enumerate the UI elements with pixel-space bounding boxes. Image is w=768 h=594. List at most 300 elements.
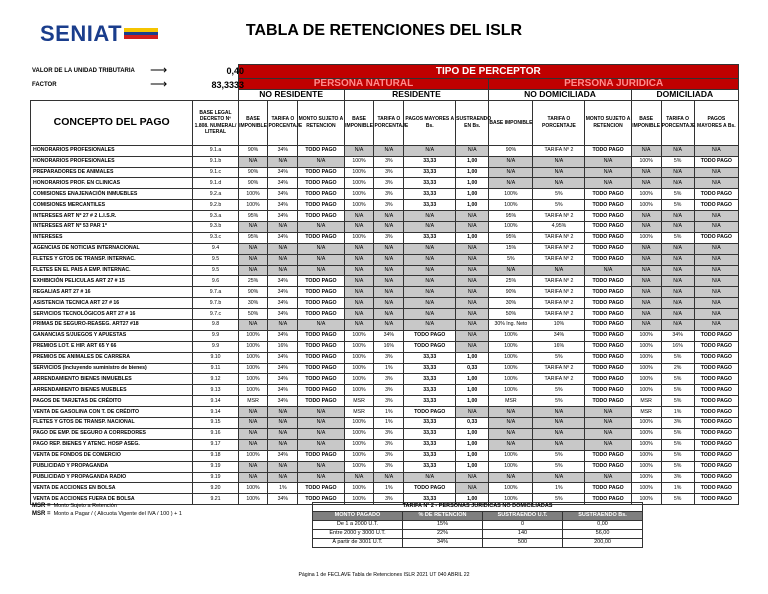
table-cell: TODO PAGO — [298, 483, 344, 494]
table-row — [31, 461, 739, 472]
table-cell: N/A — [238, 254, 268, 265]
table-cell: N/A — [268, 320, 298, 331]
table-cell: 100% — [631, 352, 661, 363]
table-cell: 100% — [489, 341, 533, 352]
table-cell: N/A — [585, 472, 631, 483]
table-cell: TODO PAGO — [585, 374, 631, 385]
concepto-cell: HONORARIOS PROFESIONALES — [31, 145, 193, 156]
table-row — [31, 211, 739, 222]
table-cell: 9.5 — [193, 265, 238, 276]
tarifa-column-header: % DE RETENCION — [403, 512, 483, 521]
table-cell: TODO PAGO — [694, 363, 738, 374]
table-row — [31, 276, 739, 287]
table-cell: N/A — [344, 145, 374, 156]
concepto-cell: SERVICIOS (Incluyendo suministro de bienes) — [31, 363, 193, 374]
table-cell: 95% — [489, 232, 533, 243]
table-cell: TODO PAGO — [694, 189, 738, 200]
table-cell: N/A — [344, 287, 374, 298]
table-cell: 33,33 — [404, 374, 456, 385]
domiciliada-header: DOMICILIADA — [631, 89, 738, 100]
table-cell: 33,33 — [404, 428, 456, 439]
table-cell: 100% — [631, 200, 661, 211]
table-cell: 9.6 — [193, 276, 238, 287]
tarifa-column-header: SUSTRAENDO U.T. — [483, 512, 563, 521]
table-cell: TARIFA Nº 2 — [533, 243, 585, 254]
table-cell: 5% — [533, 461, 585, 472]
column-header: PAGOS MAYORES A Bs. — [694, 100, 738, 145]
table-cell: N/A — [661, 254, 694, 265]
table-cell: 34% — [268, 276, 298, 287]
table-cell: N/A — [631, 222, 661, 233]
table-cell: TODO PAGO — [298, 363, 344, 374]
table-cell: 100% — [489, 461, 533, 472]
table-cell: N/A — [661, 167, 694, 178]
column-header: BASE IMPONIBLE — [631, 100, 661, 145]
table-cell: 1% — [533, 483, 585, 494]
arrow-right-icon: ⟶ — [150, 63, 168, 77]
table-cell: TODO PAGO — [585, 494, 631, 505]
concepto-cell: PRIMAS DE SEGURO-REASEG. ART27 #18 — [31, 320, 193, 331]
table-cell: N/A — [694, 254, 738, 265]
parameter-value: 83,3333 — [211, 80, 244, 90]
table-cell: 33,33 — [404, 396, 456, 407]
table-cell: N/A — [344, 243, 374, 254]
table-cell: MSR — [238, 396, 268, 407]
table-cell: 9.9 — [193, 341, 238, 352]
table-cell: TODO PAGO — [694, 341, 738, 352]
base-legal-header: BASE LEGAL DECRETO Nº 1.808. NUMERAL/ LITERAL — [193, 100, 238, 145]
table-cell: 100% — [344, 418, 374, 429]
table-cell: N/A — [631, 309, 661, 320]
table-cell: TODO PAGO — [585, 309, 631, 320]
table-cell: N/A — [631, 243, 661, 254]
table-cell: MSR — [631, 396, 661, 407]
tarifa-cell: 200,00 — [563, 539, 643, 548]
table-cell: 3% — [374, 178, 404, 189]
table-cell: 100% — [489, 494, 533, 505]
table-cell: 0,33 — [456, 363, 489, 374]
table-cell: 1% — [661, 483, 694, 494]
table-cell: N/A — [374, 276, 404, 287]
table-cell: N/A — [298, 243, 344, 254]
table-cell: N/A — [456, 254, 489, 265]
table-cell: 1,00 — [456, 385, 489, 396]
table-cell: 9.7.c — [193, 309, 238, 320]
table-cell: N/A — [268, 472, 298, 483]
table-cell: 9.2.b — [193, 200, 238, 211]
table-cell: 9.15 — [193, 418, 238, 429]
table-cell: 16% — [374, 341, 404, 352]
table-cell: N/A — [585, 167, 631, 178]
concepto-cell: PREMIOS LOT. E HIP. ART 65 Y 66 — [31, 341, 193, 352]
table-row — [31, 309, 739, 320]
table-cell: N/A — [404, 265, 456, 276]
table-row — [31, 156, 739, 167]
table-cell: N/A — [238, 243, 268, 254]
table-cell: 5% — [533, 450, 585, 461]
table-cell: 3% — [374, 385, 404, 396]
table-cell: N/A — [374, 265, 404, 276]
table-cell: 100% — [489, 352, 533, 363]
no-domiciliada-header: NO DOMICILIADA — [489, 89, 631, 100]
table-cell: N/A — [298, 320, 344, 331]
table-cell: 1,00 — [456, 450, 489, 461]
table-cell: 34% — [268, 200, 298, 211]
table-cell: 9.8 — [193, 320, 238, 331]
table-cell: N/A — [694, 298, 738, 309]
table-cell: N/A — [456, 287, 489, 298]
table-row — [31, 352, 739, 363]
table-cell: 100% — [489, 450, 533, 461]
table-cell: N/A — [374, 298, 404, 309]
table-cell: 5% — [661, 396, 694, 407]
table-cell: 33,33 — [404, 461, 456, 472]
table-cell: N/A — [694, 167, 738, 178]
table-cell: 100% — [344, 189, 374, 200]
table-cell: N/A — [489, 472, 533, 483]
concepto-cell: PAGO DE EMP. DE SEGURO A CORREDORES — [31, 428, 193, 439]
concepto-cell: COMISIONES ENAJENACIÓN INMUEBLES — [31, 189, 193, 200]
table-cell: N/A — [298, 254, 344, 265]
table-cell: 95% — [238, 232, 268, 243]
tarifa-title: TARIFA Nº 2 - PERSONAS JURIDICAS NO DOMICILIADAS — [313, 503, 643, 512]
table-cell: 9.13 — [193, 385, 238, 396]
table-row — [31, 483, 739, 494]
table-cell: 9.16 — [193, 428, 238, 439]
table-row — [31, 298, 739, 309]
table-cell: N/A — [661, 320, 694, 331]
table-cell: TODO PAGO — [404, 407, 456, 418]
table-cell: 100% — [631, 439, 661, 450]
table-cell: N/A — [694, 222, 738, 233]
table-cell: 9.3.c — [193, 232, 238, 243]
table-row — [31, 167, 739, 178]
table-cell: 5% — [661, 450, 694, 461]
table-cell: 1% — [374, 483, 404, 494]
table-cell: 100% — [344, 363, 374, 374]
tarifa-row — [313, 539, 643, 548]
table-cell: N/A — [456, 472, 489, 483]
table-cell: N/A — [298, 439, 344, 450]
table-cell: 100% — [344, 178, 374, 189]
note-text: Monto a Pagar / ( Alicuota Vigente del IVA / 100 ) + 1 — [53, 511, 182, 517]
table-row — [31, 428, 739, 439]
table-cell: 9.7.a — [193, 287, 238, 298]
table-cell: N/A — [456, 320, 489, 331]
table-cell: N/A — [344, 298, 374, 309]
table-cell: 34% — [661, 330, 694, 341]
table-cell: 34% — [268, 189, 298, 200]
table-cell: 9.1.a — [193, 145, 238, 156]
table-cell: TARIFA Nº 2 — [533, 145, 585, 156]
table-cell: 100% — [631, 189, 661, 200]
table-cell: TODO PAGO — [298, 352, 344, 363]
table-cell: N/A — [661, 298, 694, 309]
table-cell: 5% — [533, 352, 585, 363]
tarifa-cell: 22% — [403, 530, 483, 539]
column-header: MONTO SUJETO A RETENCION — [585, 100, 631, 145]
table-cell: TODO PAGO — [298, 211, 344, 222]
table-cell: N/A — [298, 472, 344, 483]
concepto-cell: ASISTENCIA TECNICA ART 27 # 16 — [31, 298, 193, 309]
table-cell: 9.1.c — [193, 167, 238, 178]
table-cell: TODO PAGO — [585, 396, 631, 407]
table-cell: N/A — [344, 320, 374, 331]
table-cell: 1,00 — [456, 178, 489, 189]
table-cell: 90% — [489, 287, 533, 298]
table-row — [31, 232, 739, 243]
table-cell: N/A — [268, 461, 298, 472]
table-cell: 3% — [374, 232, 404, 243]
table-cell: 9.18 — [193, 450, 238, 461]
table-cell: TODO PAGO — [585, 211, 631, 222]
parameter-row — [32, 64, 244, 78]
table-cell: 100% — [631, 385, 661, 396]
table-cell: TODO PAGO — [694, 407, 738, 418]
table-cell: 100% — [238, 374, 268, 385]
table-cell: 33,33 — [404, 167, 456, 178]
table-cell: 5% — [661, 232, 694, 243]
table-cell: 1% — [374, 363, 404, 374]
note-key: MSR = — [32, 511, 51, 517]
concepto-cell: EXHIBICIÓN PELICULAS ART 27 # 15 — [31, 276, 193, 287]
table-cell: 100% — [631, 363, 661, 374]
table-cell: TODO PAGO — [585, 222, 631, 233]
table-cell: 90% — [238, 145, 268, 156]
table-cell: N/A — [456, 222, 489, 233]
notes — [32, 502, 182, 518]
table-cell: 100% — [631, 418, 661, 429]
table-cell: TODO PAGO — [298, 287, 344, 298]
table-cell: 100% — [489, 330, 533, 341]
column-header: MONTO SUJETO A RETENCION — [298, 100, 344, 145]
table-cell: 33,33 — [404, 232, 456, 243]
table-cell: TODO PAGO — [298, 232, 344, 243]
table-cell: N/A — [374, 243, 404, 254]
table-cell: N/A — [404, 309, 456, 320]
table-cell: 90% — [238, 167, 268, 178]
table-cell: N/A — [404, 145, 456, 156]
table-cell: TODO PAGO — [298, 298, 344, 309]
table-cell: N/A — [374, 254, 404, 265]
table-row — [31, 222, 739, 233]
table-cell: 33,33 — [404, 385, 456, 396]
table-cell: 9.20 — [193, 483, 238, 494]
table-cell: TODO PAGO — [585, 243, 631, 254]
table-cell: TODO PAGO — [585, 352, 631, 363]
concepto-cell: VENTA DE ACCIONES EN BOLSA — [31, 483, 193, 494]
table-cell: TODO PAGO — [298, 450, 344, 461]
table-cell: 3% — [374, 439, 404, 450]
tarifa-cell: A partir de 3001 U.T. — [313, 539, 403, 548]
table-row — [31, 341, 739, 352]
table-row — [31, 287, 739, 298]
table-cell: N/A — [404, 254, 456, 265]
table-cell: 9.1.b — [193, 156, 238, 167]
tarifa-cell: 140 — [483, 530, 563, 539]
table-cell: 100% — [344, 483, 374, 494]
table-cell: 9.5 — [193, 254, 238, 265]
concepto-cell: PAGO REP. BIENES Y ATENC. HOSP ASEG. — [31, 439, 193, 450]
table-cell: TODO PAGO — [298, 189, 344, 200]
table-cell: N/A — [344, 309, 374, 320]
table-cell: 1,00 — [456, 189, 489, 200]
page-title: TABLA DE RETENCIONES DEL ISLR — [245, 22, 523, 39]
table-cell: N/A — [456, 407, 489, 418]
table-cell: TODO PAGO — [585, 232, 631, 243]
table-cell: N/A — [661, 287, 694, 298]
table-cell: 5% — [661, 374, 694, 385]
table-cell: 3% — [374, 167, 404, 178]
table-row — [31, 363, 739, 374]
table-cell: 1% — [374, 407, 404, 418]
table-cell: 9.19 — [193, 472, 238, 483]
table-cell: TARIFA Nº 2 — [533, 232, 585, 243]
table-cell: 3% — [374, 494, 404, 505]
note-text: Monto Sujeto a Retención — [53, 503, 117, 509]
concepto-cell: ARRENDAMIENTO BIENES INMUEBLES — [31, 374, 193, 385]
table-cell: TODO PAGO — [694, 428, 738, 439]
table-row — [31, 418, 739, 429]
table-cell: 50% — [238, 309, 268, 320]
table-cell: N/A — [585, 156, 631, 167]
table-cell: N/A — [238, 472, 268, 483]
table-row — [31, 450, 739, 461]
table-cell: N/A — [238, 265, 268, 276]
table-cell: N/A — [585, 418, 631, 429]
table-cell: TARIFA Nº 2 — [533, 254, 585, 265]
concepto-cell: COMISIONES MERCANTILES — [31, 200, 193, 211]
table-cell: 9.7.b — [193, 298, 238, 309]
table-cell: N/A — [694, 178, 738, 189]
table-cell: TODO PAGO — [694, 418, 738, 429]
table-cell: N/A — [456, 298, 489, 309]
table-cell: N/A — [489, 178, 533, 189]
table-cell: N/A — [585, 178, 631, 189]
table-row — [31, 330, 739, 341]
column-header: BASE IMPONIBLE — [489, 100, 533, 145]
table-cell: N/A — [694, 309, 738, 320]
table-cell: 1,00 — [456, 374, 489, 385]
tarifa-header-row — [313, 512, 643, 521]
table-row — [31, 472, 739, 483]
table-row — [31, 265, 739, 276]
table-cell: 100% — [631, 450, 661, 461]
concepto-cell: AGENCIAS DE NOTICIAS INTERNACIONAL — [31, 243, 193, 254]
table-cell: N/A — [631, 298, 661, 309]
table-cell: 100% — [489, 385, 533, 396]
table-row — [31, 439, 739, 450]
table-cell: N/A — [661, 211, 694, 222]
table-cell: TODO PAGO — [694, 439, 738, 450]
table-cell: 9.3.a — [193, 211, 238, 222]
table-cell: N/A — [631, 167, 661, 178]
table-cell: N/A — [533, 265, 585, 276]
table-cell: TODO PAGO — [694, 352, 738, 363]
concepto-cell: REGALIAS ART 27 # 16 — [31, 287, 193, 298]
table-cell: N/A — [661, 276, 694, 287]
table-cell: N/A — [661, 265, 694, 276]
table-cell: N/A — [238, 320, 268, 331]
concepto-cell: INTERESES ART Nº 53 PAR 1º — [31, 222, 193, 233]
table-cell: TODO PAGO — [694, 385, 738, 396]
table-cell: N/A — [631, 178, 661, 189]
table-cell: TARIFA Nº 2 — [533, 298, 585, 309]
table-cell: N/A — [344, 254, 374, 265]
table-cell: N/A — [238, 222, 268, 233]
table-cell: N/A — [489, 418, 533, 429]
table-cell: N/A — [268, 418, 298, 429]
table-cell: 5% — [533, 200, 585, 211]
table-cell: 34% — [268, 145, 298, 156]
table-cell: 1,00 — [456, 156, 489, 167]
table-row — [31, 374, 739, 385]
table-row — [31, 243, 739, 254]
table-cell: 9.1.d — [193, 178, 238, 189]
table-cell: N/A — [489, 167, 533, 178]
table-cell: TODO PAGO — [298, 309, 344, 320]
table-cell: 3% — [374, 428, 404, 439]
table-cell: TODO PAGO — [298, 396, 344, 407]
table-cell: 1,00 — [456, 232, 489, 243]
table-cell: 100% — [238, 341, 268, 352]
table-cell: 100% — [238, 363, 268, 374]
concepto-cell: PREPARADORES DE ANIMALES — [31, 167, 193, 178]
table-cell: 100% — [489, 374, 533, 385]
table-cell: N/A — [631, 287, 661, 298]
concepto-cell: FLETES Y GTOS DE TRANSP. NACIONAL — [31, 418, 193, 429]
table-cell: 5% — [661, 428, 694, 439]
table-cell: 100% — [344, 232, 374, 243]
column-header: SUSTRAENDO EN Bs. — [456, 100, 489, 145]
arrow-right-icon: ⟶ — [150, 77, 168, 91]
concepto-cell: SERVICIOS TECNOLÓGICOS ART 27 # 16 — [31, 309, 193, 320]
table-cell: TODO PAGO — [585, 341, 631, 352]
table-cell: 100% — [344, 494, 374, 505]
table-cell: N/A — [298, 428, 344, 439]
table-cell: N/A — [533, 472, 585, 483]
table-cell: 100% — [489, 200, 533, 211]
table-cell: N/A — [238, 156, 268, 167]
tarifa-column-header: SUSTRAENDO Bs. — [563, 512, 643, 521]
table-cell: 34% — [268, 178, 298, 189]
table-cell: N/A — [298, 418, 344, 429]
table-cell: 9.19 — [193, 461, 238, 472]
table-cell: 5% — [533, 385, 585, 396]
table-cell: N/A — [694, 320, 738, 331]
table-cell: N/A — [268, 222, 298, 233]
table-cell: N/A — [374, 211, 404, 222]
table-cell: 34% — [268, 450, 298, 461]
table-cell: N/A — [456, 211, 489, 222]
table-cell: 100% — [238, 483, 268, 494]
table-cell: 100% — [344, 167, 374, 178]
table-cell: 3% — [661, 418, 694, 429]
table-cell: 3% — [374, 450, 404, 461]
table-cell: TARIFA Nº 2 — [533, 276, 585, 287]
table-cell: TODO PAGO — [298, 341, 344, 352]
table-cell: 5% — [661, 461, 694, 472]
table-cell: 34% — [268, 494, 298, 505]
table-cell: N/A — [404, 472, 456, 483]
note-key: MSR = — [32, 503, 51, 509]
table-cell: 34% — [268, 330, 298, 341]
table-cell: N/A — [661, 222, 694, 233]
table-cell: 34% — [268, 385, 298, 396]
table-cell: TODO PAGO — [298, 167, 344, 178]
table-cell: 100% — [344, 200, 374, 211]
table-cell: N/A — [374, 222, 404, 233]
